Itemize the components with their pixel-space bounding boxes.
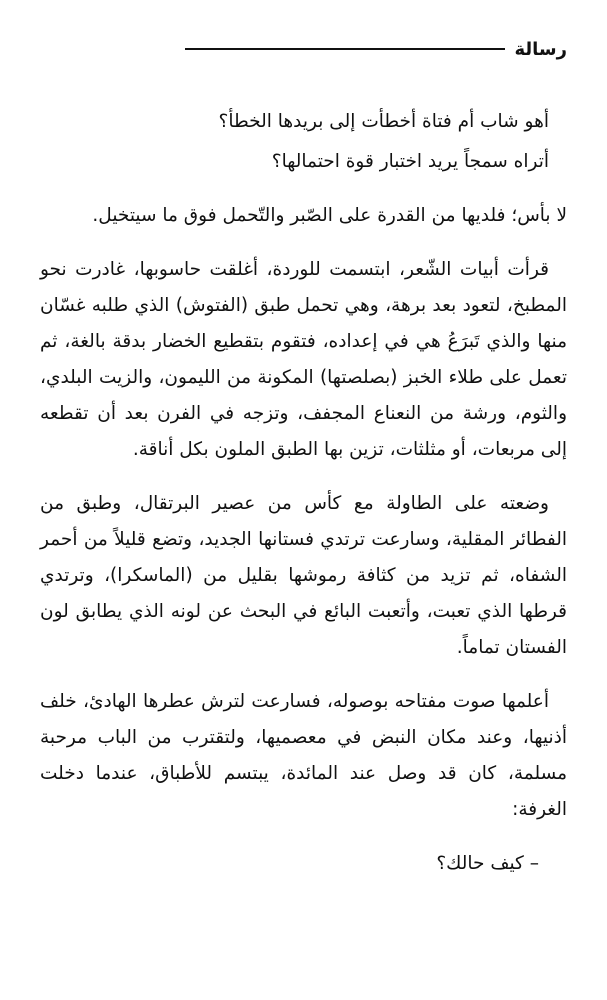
dialogue-line: – كيف حالك؟ bbox=[436, 853, 539, 874]
paragraph-patience: لا بأس؛ فلديها من القدرة على الصّبر والتّحمل فوق ما سيتخيل. bbox=[92, 205, 567, 226]
chapter-title: رسالة bbox=[514, 38, 567, 60]
paragraph-dressing: وضعته على الطاولة مع كأس من عصير البرتقال، وطبق من الفطائر المقلية، وسارعت ترتدي فستانها الجديد، وتضع قليلاً من أحمر الشفاه، ثم تزيد من كثافة رموشها بقليل من (الماسكرا)، وترتدي قرطها الذي تعبت، وأتعبت البائع في البحث عن لونه الذي يطابق لون الفستان تماماً. bbox=[40, 493, 567, 658]
book-page bbox=[40, 34, 567, 1000]
paragraph-arrival: أعلمها صوت مفتاحه بوصوله، فسارعت لترش عطرها الهادئ، خلف أذنيها، وعند مكان النبض في معصميها، ولتقترب من الباب مرحبة مسلمة، كان قد وصل عند المائدة، يبتسم للأطباق، عندما دخلت الغرفة: bbox=[40, 691, 567, 820]
paragraph-fattoush: قرأت أبيات الشّعر، ابتسمت للوردة، أغلقت حاسوبها، غادرت نحو المطبخ، لتعود بعد برهة، وهي تحمل طبق (الفتوش) الذي طلبه غسّان منها والذي تَبرَعُ هي في إعداده، فتقوم بتقطيع الخضار بدقة بالغة، ثم تعمل على طلاء الخبز (بصلصتها) المكونة من الليمون، والزيت البلدي، والثوم، ورشة من النعناع المجفف، وتزجه في الفرن بعد أن تقطعه إلى مربعات، أو مثلثات، تزين بها الطبق الملون بكل أناقة. bbox=[40, 259, 567, 460]
header-rule bbox=[185, 48, 505, 50]
paragraph-question-2: أتراه سمجاً يريد اختبار قوة احتمالها؟ bbox=[271, 151, 549, 172]
page-header bbox=[40, 34, 567, 64]
paragraph-question-1: أهو شاب أم فتاة أخطأت إلى بريدها الخطأ؟ bbox=[218, 111, 549, 132]
